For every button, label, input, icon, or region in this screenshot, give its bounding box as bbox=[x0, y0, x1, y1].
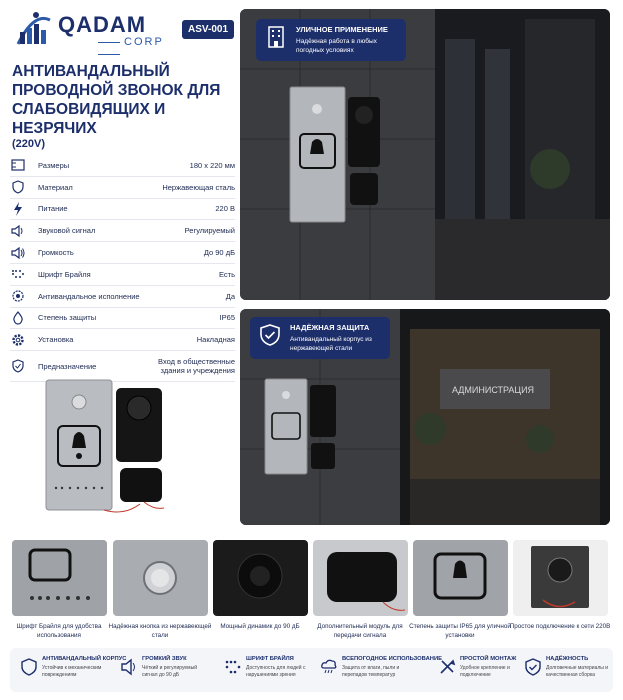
feature-title: АНТИВАНДАЛЬНЫЙ КОРПУС bbox=[42, 656, 127, 662]
thumb-speaker bbox=[213, 540, 308, 616]
spec-label: Питание bbox=[38, 204, 68, 214]
spec-value: 220 В bbox=[215, 204, 235, 214]
speaker-icon bbox=[10, 224, 26, 238]
spec-value: IP65 bbox=[219, 313, 235, 323]
feature-desc: Доступность для людей с нарушениями зрения bbox=[246, 665, 306, 678]
thumb-ip65 bbox=[413, 540, 508, 616]
feature-title: ШРИФТ БРАЙЛЯ bbox=[246, 656, 294, 662]
thumb-button bbox=[113, 540, 208, 616]
braille-icon bbox=[10, 267, 26, 281]
product-title: АНТИВАНДАЛЬНЫЙ ПРОВОДНОЙ ЗВОНОК ДЛЯ СЛАБОВИДЯЩИХ И НЕЗРЯЧИХ bbox=[12, 63, 221, 137]
spec-value: Вход в общественные здания и учреждения bbox=[158, 357, 235, 376]
entrance-sign: АДМИНИСТРАЦИЯ bbox=[452, 385, 535, 395]
spec-label: Громкость bbox=[38, 248, 74, 258]
spec-value: Нержавеющая сталь bbox=[162, 182, 235, 192]
check-shield-icon bbox=[524, 658, 542, 676]
spec-row bbox=[10, 329, 235, 351]
spec-value: Регулируемый bbox=[184, 226, 235, 236]
product-subtitle: (220V) bbox=[12, 138, 46, 150]
spec-label: Звуковой сигнал bbox=[38, 226, 96, 236]
protection-panel bbox=[240, 309, 610, 525]
gear-icon bbox=[10, 333, 26, 347]
spec-label: Степень защиты bbox=[38, 313, 97, 323]
caption-speaker: Мощный динамик до 90 дБ bbox=[220, 623, 300, 630]
model-badge: ASV-001 bbox=[182, 20, 234, 39]
cloud-rain-icon bbox=[320, 658, 338, 676]
spec-label: Антивандальное исполнение bbox=[38, 291, 140, 301]
caption-ip65: Степень защиты IP65 для уличной установки bbox=[409, 623, 511, 639]
ruler-icon bbox=[10, 158, 26, 172]
shield-gear-icon bbox=[10, 289, 26, 303]
brand-logo bbox=[14, 10, 174, 52]
spec-value: Накладная bbox=[196, 335, 235, 345]
spec-label: Размеры bbox=[38, 160, 70, 170]
spec-row bbox=[10, 308, 235, 330]
lightning-icon bbox=[10, 202, 26, 216]
check-shield-icon bbox=[10, 359, 26, 373]
spec-label: Шрифт Брайля bbox=[38, 269, 91, 279]
spec-value: До 90 дБ bbox=[203, 248, 235, 258]
street-use-panel bbox=[240, 9, 610, 300]
feature-title: ГРОМКИЙ ЗВУК bbox=[142, 656, 187, 662]
spec-row bbox=[10, 220, 235, 242]
spec-label: Материал bbox=[38, 182, 73, 192]
street-use-tag bbox=[256, 19, 406, 61]
feature-desc: Удобное крепление и подключение bbox=[460, 665, 510, 678]
feature-desc: Чёткий и регулируемый сигнал до 90 дБ bbox=[142, 665, 198, 678]
tools-icon bbox=[438, 658, 456, 676]
shield-icon bbox=[20, 658, 38, 676]
feature-title: НАДЁЖНОСТЬ bbox=[546, 656, 589, 662]
check-shield-icon bbox=[258, 323, 282, 347]
feature-title: ВСЕПОГОДНОЕ ИСПОЛЬЗОВАНИЕ bbox=[342, 656, 442, 662]
product-image bbox=[44, 378, 179, 518]
feature-desc: Защита от влаги, пыли и перепадов температур bbox=[342, 665, 400, 678]
thumb-braille bbox=[12, 540, 107, 616]
shield-icon bbox=[10, 180, 26, 194]
protection-desc: Антивандальный корпус из нержавеющей стали bbox=[290, 336, 372, 352]
speaker-icon bbox=[120, 658, 138, 676]
caption-braille: Шрифт Брайля для удобства использования bbox=[16, 623, 102, 639]
spec-row bbox=[10, 264, 235, 286]
feature-desc: Устойчив к механическим повреждениям bbox=[42, 665, 102, 678]
protection-tag bbox=[250, 317, 390, 359]
spec-row bbox=[10, 199, 235, 221]
caption-module: Дополнительный модуль для передачи сигнала bbox=[317, 623, 403, 639]
thumb-connection bbox=[513, 540, 608, 616]
spec-row bbox=[10, 242, 235, 264]
spec-row bbox=[10, 155, 235, 177]
spec-label: Установка bbox=[38, 335, 74, 345]
spec-label: Предназначение bbox=[38, 361, 97, 371]
logo-icon bbox=[14, 10, 54, 48]
building-icon bbox=[264, 25, 288, 49]
caption-button: Надёжная кнопка из нержавеющей стали bbox=[108, 623, 212, 639]
water-drop-icon bbox=[10, 311, 26, 325]
brand-sub: CORP bbox=[94, 36, 174, 60]
features-bar bbox=[10, 648, 613, 692]
feature-title: ПРОСТОЙ МОНТАЖ bbox=[460, 656, 517, 662]
spec-row bbox=[10, 286, 235, 308]
protection-title: НАДЁЖНАЯ ЗАЩИТА bbox=[290, 323, 370, 332]
specs-list bbox=[10, 155, 235, 382]
volume-icon bbox=[10, 246, 26, 260]
spec-value: 180 х 220 мм bbox=[189, 160, 235, 170]
spec-row bbox=[10, 177, 235, 199]
brand-name: QADAM bbox=[58, 12, 147, 37]
feature-desc: Долговечные материалы и качественная сборка bbox=[546, 665, 609, 678]
street-use-desc: Надёжная работа в любых погодных условиях bbox=[296, 38, 377, 54]
spec-value: Да bbox=[225, 291, 235, 301]
street-use-title: УЛИЧНОЕ ПРИМЕНЕНИЕ bbox=[296, 25, 388, 34]
braille-icon bbox=[224, 658, 242, 676]
caption-connection: Простое подключение к сети 220В bbox=[509, 623, 611, 630]
thumb-module bbox=[313, 540, 408, 616]
spec-value: Есть bbox=[218, 269, 235, 279]
